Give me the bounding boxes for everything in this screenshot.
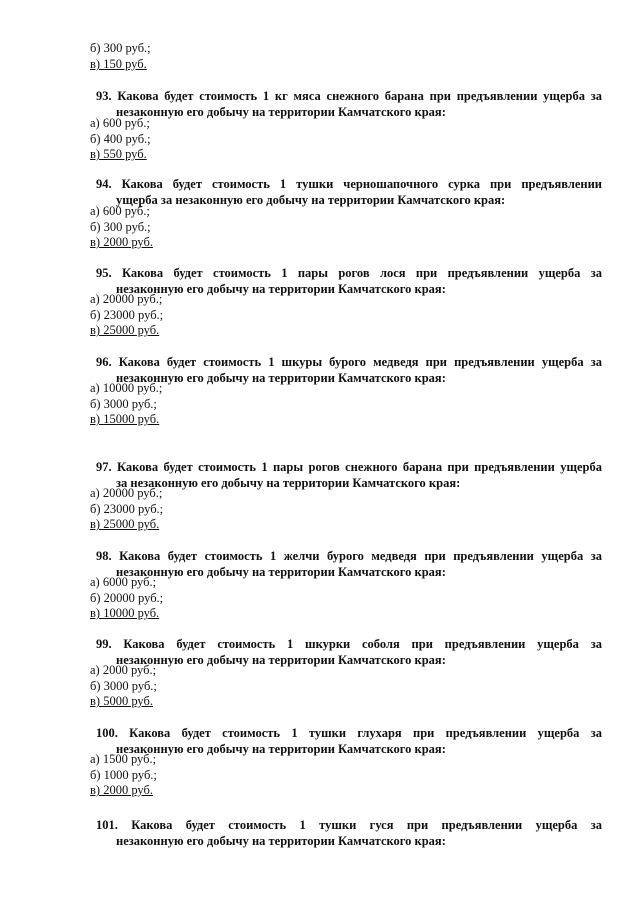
option-c-correct: в) 550 руб. — [90, 147, 147, 162]
question-text: 101. Какова будет стоимость 1 тушки гуся при предъявлении ущерба за — [96, 818, 602, 832]
question-text-cont: незаконную его добычу на территории Камчатского края: — [116, 281, 446, 296]
option-c-correct: в) 25000 руб. — [90, 323, 160, 338]
question-101 — [96, 818, 602, 849]
option-c-correct: в) 2000 руб. — [90, 783, 153, 798]
options-100 — [90, 752, 157, 799]
option-b: б) 23000 руб.; — [90, 501, 164, 516]
question-text: 99. Какова будет стоимость 1 шкурки соболя при предъявлении ущерба за — [96, 637, 602, 651]
question-text-cont: незаконную его добычу на территории Камчатского края: — [116, 652, 446, 667]
option-a: а) 600 руб.; — [90, 204, 150, 218]
options-99 — [90, 663, 157, 710]
options-97 — [90, 486, 163, 533]
answer-c-correct: в) 150 руб. — [90, 57, 147, 71]
question-text: 95. Какова будет стоимость 1 пары рогов лося при предъявлении ущерба за — [96, 266, 602, 280]
option-a: а) 10000 руб.; — [90, 381, 163, 395]
option-a: а) 20000 руб.; — [90, 292, 163, 306]
question-text-cont: незаконную его добычу на территории Камчатского края: — [116, 370, 446, 385]
question-text-cont: незаконную его добычу на территории Камчатского края: — [116, 741, 446, 756]
question-text-cont: незаконную его добычу на территории Камчатского края: — [116, 833, 446, 848]
option-a: а) 2000 руб.; — [90, 663, 157, 677]
question-text-cont: незаконную его добычу на территории Камчатского края: — [116, 564, 446, 579]
question-text: 98. Какова будет стоимость 1 желчи бурого медведя при предъявлении ущерба за — [96, 549, 602, 563]
question-94 — [96, 177, 602, 208]
option-a: а) 1500 руб.; — [90, 752, 157, 766]
question-97 — [96, 460, 602, 491]
option-c-correct: в) 10000 руб. — [90, 606, 160, 621]
option-b: б) 300 руб.; — [90, 219, 151, 234]
question-text: 96. Какова будет стоимость 1 шкуры бурого медведя при предъявлении ущерба за — [96, 355, 602, 369]
options-93 — [90, 116, 151, 163]
question-100 — [96, 726, 602, 757]
option-b: б) 400 руб.; — [90, 131, 151, 146]
option-c-correct: в) 2000 руб. — [90, 235, 153, 250]
question-93 — [96, 89, 602, 120]
question-text: 100. Какова будет стоимость 1 тушки глухаря при предъявлении ущерба за — [96, 726, 602, 740]
options-94 — [90, 204, 153, 251]
option-c-correct: в) 5000 руб. — [90, 694, 153, 709]
option-a: а) 20000 руб.; — [90, 486, 163, 500]
option-c-correct: в) 15000 руб. — [90, 412, 160, 427]
answer-b: б) 300 руб.; — [90, 41, 151, 55]
option-b: б) 1000 руб.; — [90, 767, 157, 782]
question-98 — [96, 549, 602, 580]
options-95 — [90, 292, 163, 339]
option-c-correct: в) 25000 руб. — [90, 517, 160, 532]
option-b: б) 20000 руб.; — [90, 590, 164, 605]
options-96 — [90, 381, 162, 428]
option-b: б) 3000 руб.; — [90, 678, 157, 693]
question-99 — [96, 637, 602, 668]
option-b: б) 3000 руб.; — [90, 396, 157, 411]
options-98 — [90, 575, 163, 622]
question-96 — [96, 355, 602, 386]
question-text: 97. Какова будет стоимость 1 пары рогов снежного барана при предъявлении ущерба — [96, 460, 602, 474]
option-b: б) 23000 руб.; — [90, 307, 164, 322]
question-text: 93. Какова будет стоимость 1 кг мяса снежного барана при предъявлении ущерба за — [96, 89, 602, 103]
question-95 — [96, 266, 602, 297]
option-a: а) 600 руб.; — [90, 116, 150, 130]
question-text-cont: за незаконную его добычу на территории Камчатского края: — [116, 475, 461, 490]
question-text-cont: ущерба за незаконную его добычу на территории Камчатского края: — [116, 192, 506, 207]
option-a: а) 6000 руб.; — [90, 575, 157, 589]
question-text: 94. Какова будет стоимость 1 тушки черношапочного сурка при предъявлении — [96, 177, 602, 191]
question-text-cont: незаконную его добычу на территории Камчатского края: — [116, 104, 446, 119]
